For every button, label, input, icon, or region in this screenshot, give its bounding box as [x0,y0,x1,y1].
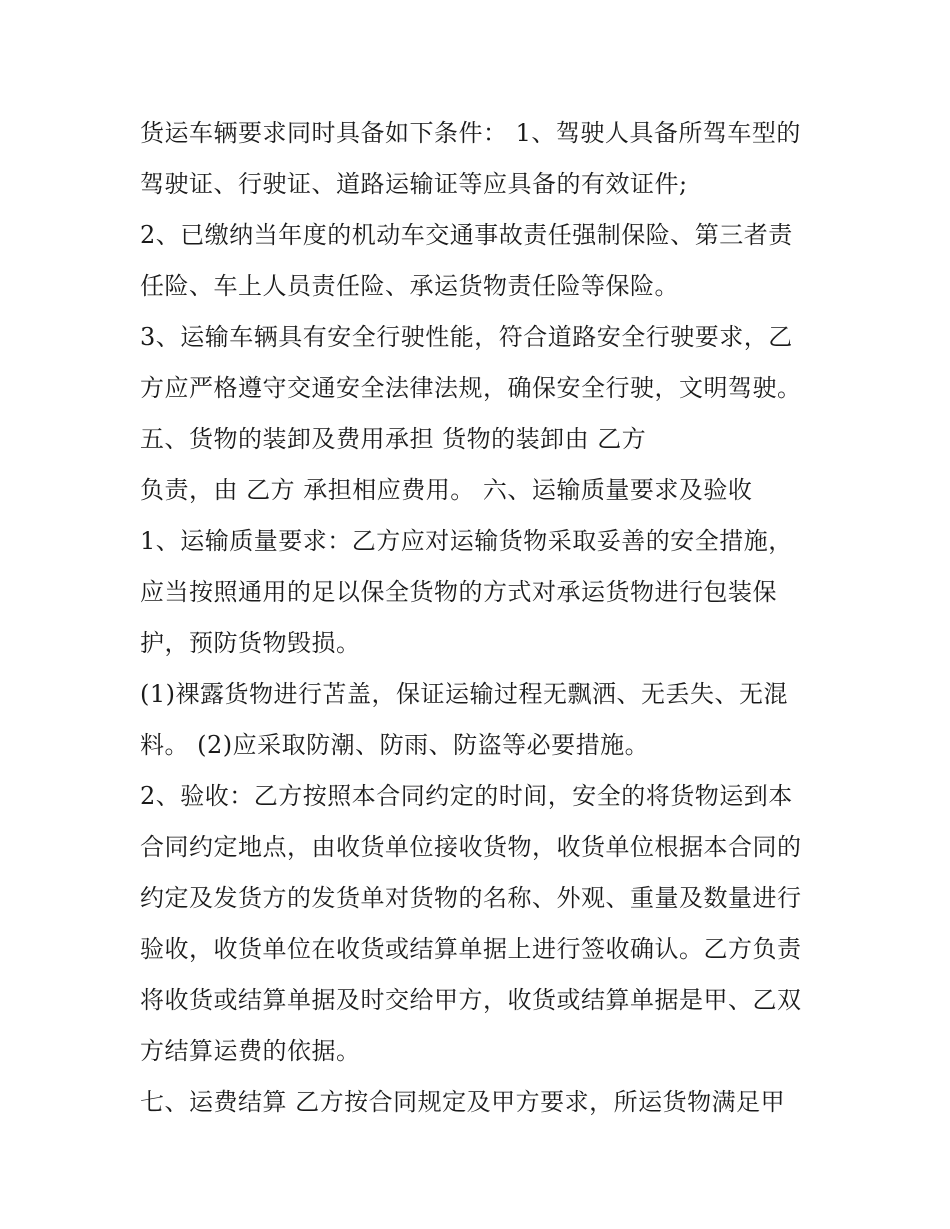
text-line: 2、已缴纳当年度的机动车交通事故责任强制保险、第三者责 [140,221,793,249]
text-line: 负责，由 乙方 承担相应费用。 六、运输质量要求及验收 [140,476,753,504]
text-line: 合同约定地点，由收货单位接收货物，收货单位根据本合同的 [140,833,802,861]
document-body [140,108,840,1128]
text-line: 料。 (2)应采取防潮、防雨、防盗等必要措施。 [140,731,650,759]
text-line: 方应严格遵守交通安全法律法规，确保安全行驶，文明驾驶。 [140,374,802,402]
text-line: 任险、车上人员责任险、承运货物责任险等保险。 [140,272,679,300]
text-line: 验收，收货单位在收货或结算单据上进行签收确认。乙方负责 [140,935,802,963]
text-line: (1)裸露货物进行苫盖，保证运输过程无飘洒、无丢失、无混 [140,680,788,708]
section-heading-line: 五、货物的装卸及费用承担 货物的装卸由 乙方 [140,425,647,453]
section-heading-line: 七、运费结算 乙方按合同规定及甲方要求，所运货物满足甲 [140,1088,786,1116]
text-line: 应当按照通用的足以保全货物的方式对承运货物进行包装保 [140,578,777,606]
text-line: 护，预防货物毁损。 [140,629,361,657]
text-line: 约定及发货方的发货单对货物的名称、外观、重量及数量进行 [140,884,802,912]
text-line: 方结算运费的依据。 [140,1037,361,1065]
text-line: 将收货或结算单据及时交给甲方，收货或结算单据是甲、乙双 [140,986,802,1014]
text-line: 货运车辆要求同时具备如下条件： 1、驾驶人具备所驾车型的 [140,119,801,147]
text-line: 3、运输车辆具有安全行驶性能，符合道路安全行驶要求，乙 [140,323,793,351]
text-line: 2、验收：乙方按照本合同约定的时间，安全的将货物运到本 [140,782,793,810]
text-line: 驾驶证、行驶证、道路运输证等应具备的有效证件; [140,170,688,198]
text-line: 1、运输质量要求：乙方应对运输货物采取妥善的安全措施， [140,527,793,555]
